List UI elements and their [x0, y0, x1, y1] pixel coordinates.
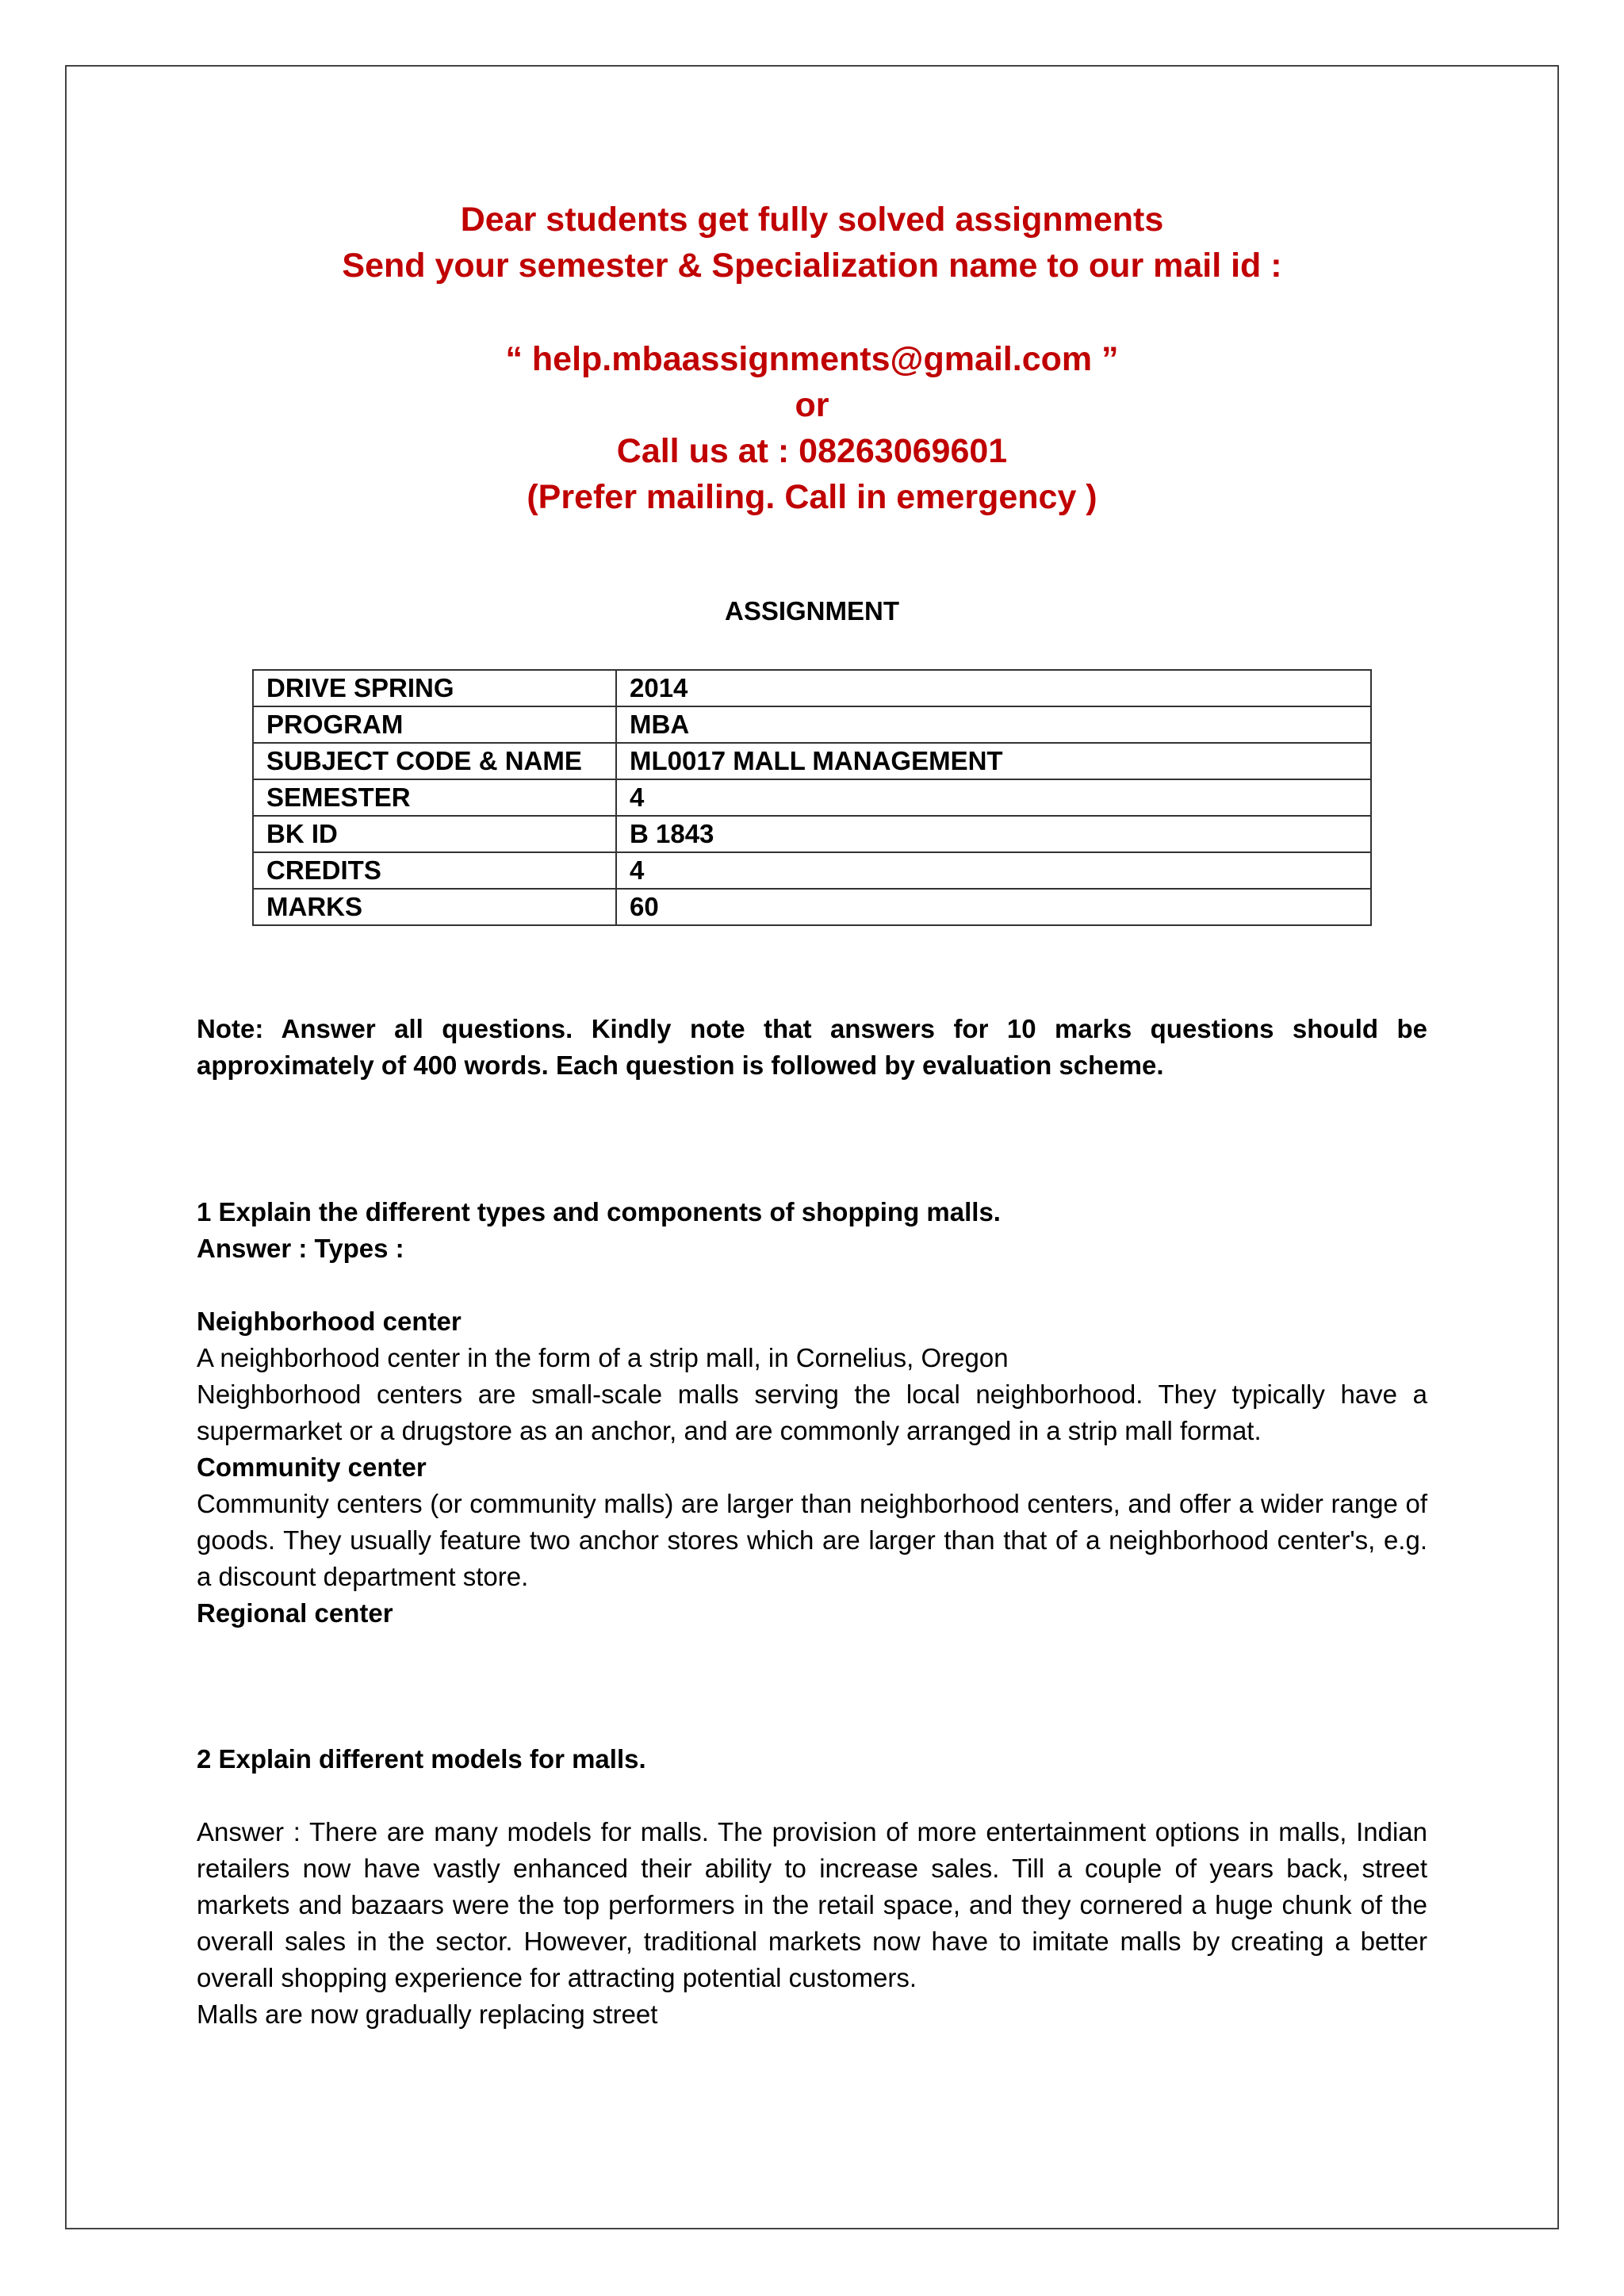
neighborhood-paragraph: Neighborhood centers are small-scale malls serving the local neighborhood. They typically have a supermarket or a drugstore as an anchor, and are commonly arranged in a strip mall format.	[197, 1380, 1427, 1445]
table-value: 4	[616, 852, 1371, 889]
answer-2-paragraph: Answer : There are many models for malls. The provision of more entertainment options in malls, Indian retailers now have vastly enhanced their ability to increase sales. Till a couple of years back, street markets and bazaars were the top performers in the retail space, and they cornered a huge chunk of the overall sales in the sector. However, traditional markets now have to imitate malls by creating a better overall shopping experience for attracting potential customers.	[197, 1817, 1427, 1992]
question-1: 1 Explain the different types and components of shopping malls.	[197, 1197, 1001, 1226]
question-2: 2 Explain different models for malls.	[197, 1744, 646, 1774]
answer-1-label: Answer : Types :	[197, 1234, 404, 1263]
banner-line-2: Send your semester & Specialization name to our mail id :	[342, 247, 1282, 285]
table-row	[253, 889, 1371, 925]
table-key: DRIVE SPRING	[253, 670, 616, 706]
table-row	[253, 779, 1371, 816]
table-key: SUBJECT CODE & NAME	[253, 743, 616, 779]
answer-2-last-line: Malls are now gradually replacing street	[197, 1999, 658, 2029]
banner-line-1: Dear students get fully solved assignments	[460, 201, 1164, 239]
table-value: 60	[616, 889, 1371, 925]
banner-phone: Call us at : 08263069601	[616, 432, 1008, 470]
section-heading-community: Community center	[197, 1452, 427, 1482]
banner-or: or	[795, 386, 829, 424]
table-key: MARKS	[253, 889, 616, 925]
assignment-title: ASSIGNMENT	[724, 596, 899, 626]
table-key: PROGRAM	[253, 706, 616, 743]
community-paragraph: Community centers (or community malls) are larger than neighborhood centers, and offer a wider range of goods. They usually feature two anchor stores which are larger than that of a neighborhood center's, e.g. a discount department store.	[197, 1489, 1427, 1591]
table-row	[253, 706, 1371, 743]
assignment-info-table	[252, 669, 1372, 926]
table-value: MBA	[616, 706, 1371, 743]
table-row	[253, 670, 1371, 706]
table-key: BK ID	[253, 816, 616, 852]
section-heading-regional: Regional center	[197, 1598, 393, 1628]
table-value: ML0017 MALL MANAGEMENT	[616, 743, 1371, 779]
table-row	[253, 816, 1371, 852]
table-key: SEMESTER	[253, 779, 616, 816]
section-heading-neighborhood: Neighborhood center	[197, 1307, 462, 1336]
banner-prefer-note: (Prefer mailing. Call in emergency )	[527, 478, 1097, 516]
table-value: 4	[616, 779, 1371, 816]
table-key: CREDITS	[253, 852, 616, 889]
instructions-note: Note: Answer all questions. Kindly note that answers for 10 marks questions should be approximately of 400 words. Each question is followed by evaluation scheme.	[197, 1014, 1427, 1080]
table-value: 2014	[616, 670, 1371, 706]
table-row	[253, 743, 1371, 779]
table-value: B 1843	[616, 816, 1371, 852]
banner-email: “ help.mbaassignments@gmail.com ”	[505, 340, 1119, 378]
neighborhood-caption: A neighborhood center in the form of a strip mall, in Cornelius, Oregon	[197, 1343, 1009, 1372]
table-row	[253, 852, 1371, 889]
